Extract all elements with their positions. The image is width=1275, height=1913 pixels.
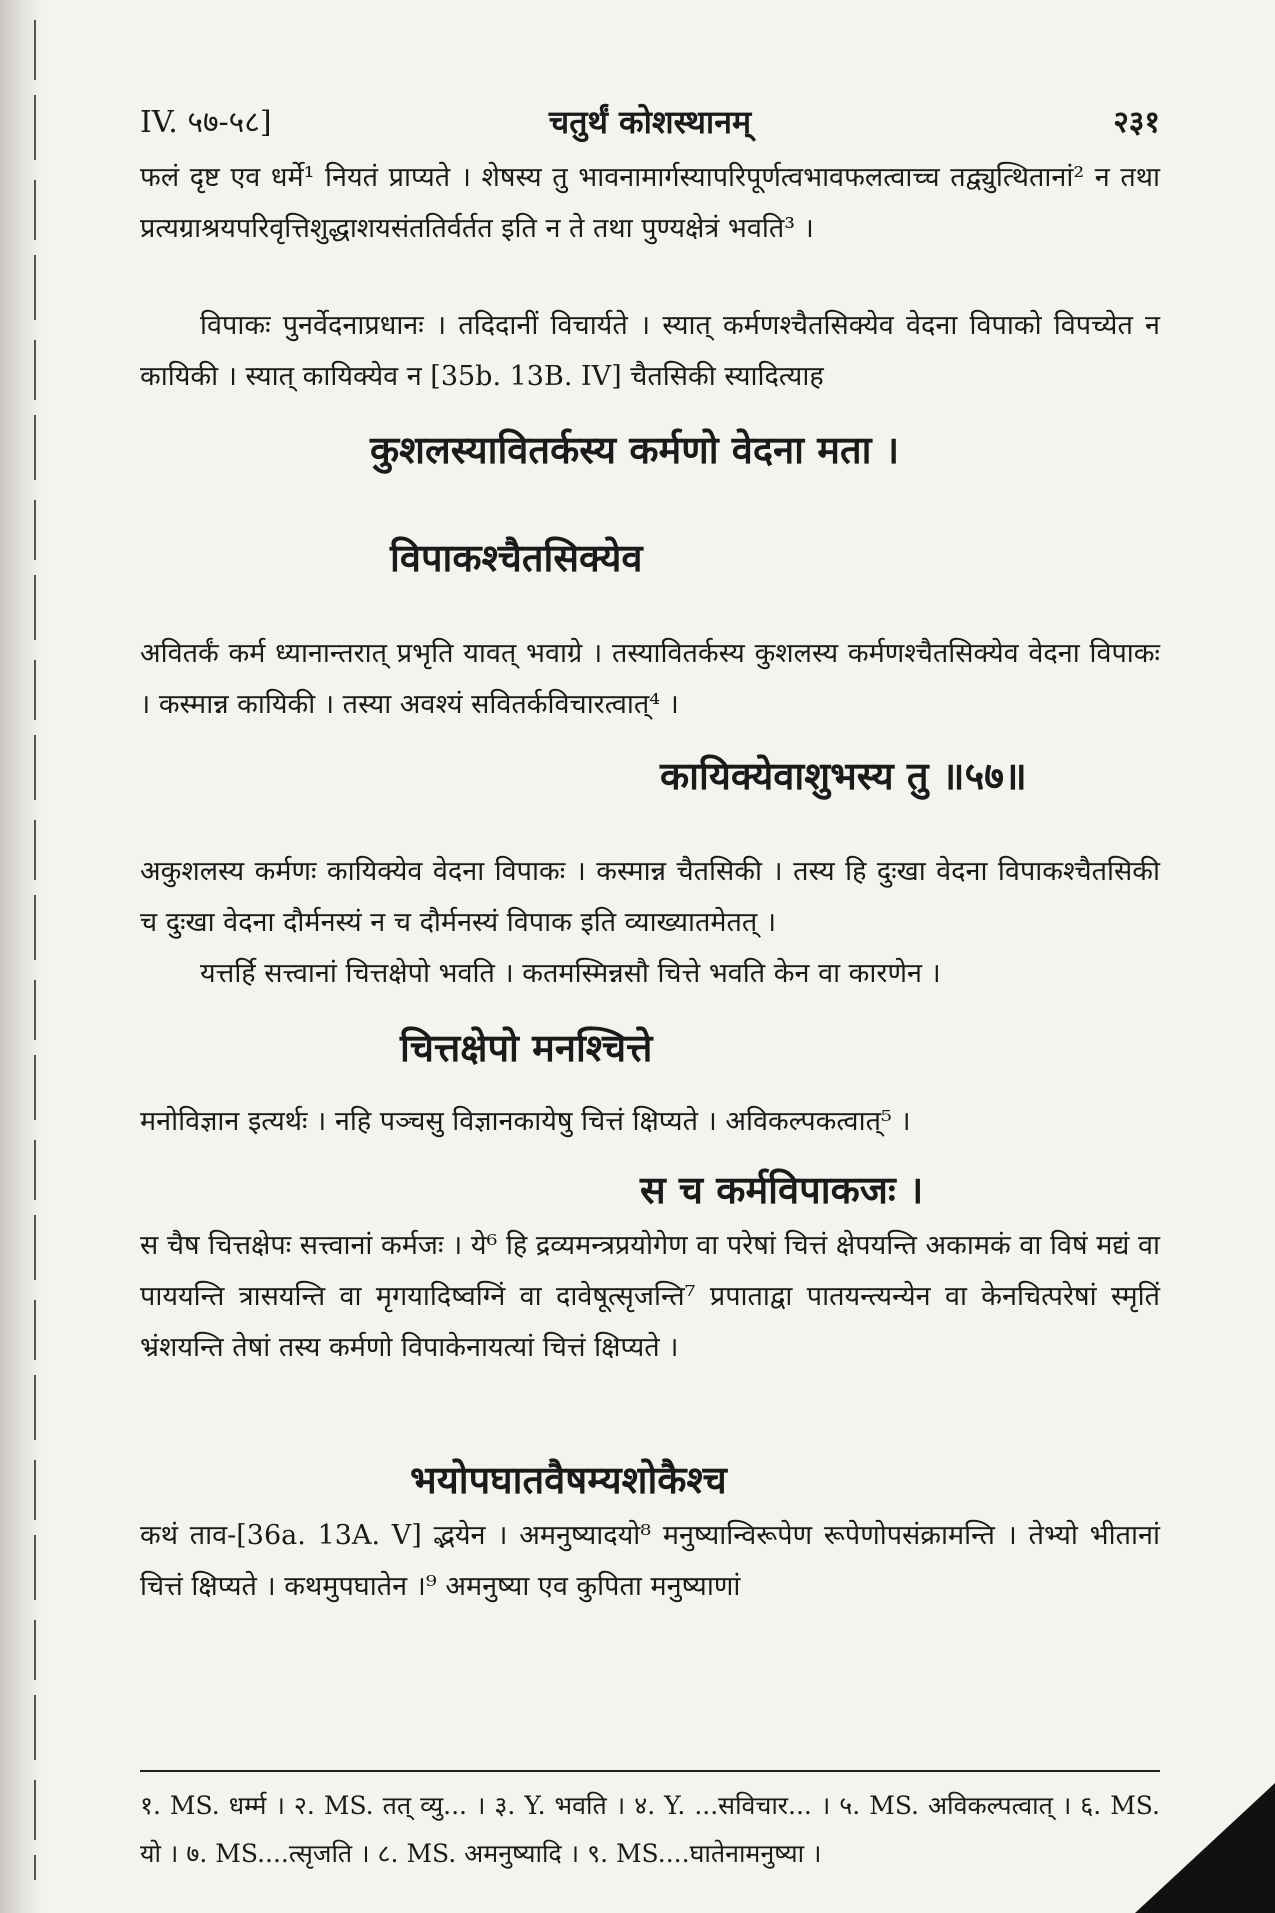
karika-verse-5: स च कर्मविपाकजः । xyxy=(640,1167,924,1212)
karika-verse-1: कुशलस्यावितर्कस्य कर्मणो वेदना मता । xyxy=(370,427,900,472)
paragraph-8: कथं ताव-[36a. 13A. V] द्भयेन । अमनुष्यादयो⁸ मनुष्यान्विरूपेण रूपेणोपसंक्रामन्ति । तेभ्यो भीतानां चित्तं क्षिप्यते । कथमुपघातेन ।⁹ अमनुष्या एव कुपिता मनुष्याणां xyxy=(140,1520,1160,1602)
chapter-verse-reference: IV. ५७-५८] xyxy=(140,105,272,140)
paragraph-2: विपाकः पुनर्वेदनाप्रधानः । तदिदानीं विचार्यते । स्यात् कर्मणश्चैतसिक्येव वेदना विपाको विपच्येत न कायिकी । स्यात् कायिक्येव न [35b. 13B. IV] चैतसिकी स्यादित्याह xyxy=(140,310,1160,392)
chapter-title: चतुर्थं कोशस्थानम् xyxy=(548,103,752,141)
paragraph-5: यत्तर्हि सत्त्वानां चित्तक्षेपो भवति । कतमस्मिन्नसौ चित्ते भवति केन वा कारणेन । xyxy=(200,958,941,989)
page-corner-shadow xyxy=(1135,1783,1275,1913)
karika-verse-6: भयोपघातवैषम्यशोकैश्च xyxy=(410,1457,727,1502)
karika-verse-4: चित्तक्षेपो मनश्चित्ते xyxy=(400,1025,653,1070)
paragraph-7: स चैष चित्तक्षेपः सत्त्वानां कर्मजः । ये⁶ हि द्रव्यमन्त्रप्रयोगेण वा परेषां चित्तं क्षेपयन्ति अकामकं वा विषं मद्यं वा पाययन्ति त्रासयन्ति वा मृगयादिष्वग्निं वा दावेषूत्सृजन्ति⁷ प्रपाताद्वा पातयन्त्यन्येन वा केनचित्परेषां स्मृतिं भ्रंशयन्ति तेषां तस्य कर्मणो विपाकेनायत्यां चित्तं क्षिप्यते । xyxy=(140,1230,1160,1363)
running-head xyxy=(140,100,1160,144)
paragraph-1: फलं दृष्ट एव धर्मे¹ नियतं प्राप्यते । शेषस्य तु भावनामार्गस्यापरिपूर्णत्वभावफलत्वाच्च तद्व्युत्थितानां² न तथा प्रत्यग्राश्रयपरिवृत्तिशुद्धाशयसंततिर्वर्तत इति न ते तथा पुण्यक्षेत्रं भवति³ । xyxy=(140,162,1160,244)
footnotes: १. MS. धर्म्म । २. MS. तत् व्यु... । ३. Y. भवति । ४. Y. ...सविचार... । ५. MS. अविकल्पत्वात् । ६. MS. यो । ७. MS....त्सृजति । ८. MS. अमनुष्यादि । ९. MS....घातेनामनुष्या । xyxy=(140,1791,1160,1868)
karika-verse-3: कायिक्येवाशुभस्य तु ॥५७॥ xyxy=(660,753,1027,798)
paragraph-4: अकुशलस्य कर्मणः कायिक्येव वेदना विपाकः । कस्मान्न चैतसिकी । तस्य हि दुःखा वेदना विपाकश्चैतसिकी च दुःखा वेदना दौर्मनस्यं न च दौर्मनस्यं विपाक इति व्याख्यातमेतत् । xyxy=(140,856,1160,938)
binding-edge xyxy=(34,20,36,1880)
footnote-rule xyxy=(140,1770,1160,1772)
paragraph-3: अवितर्कं कर्म ध्यानान्तरात् प्रभृति यावत् भवाग्रे । तस्यावितर्कस्य कुशलस्य कर्मणश्चैतसिक्येव वेदना विपाकः । कस्मान्न कायिकी । तस्या अवश्यं सवितर्कविचारत्वात्⁴ । xyxy=(140,638,1160,720)
karika-verse-2: विपाकश्चैतसिक्येव xyxy=(390,535,643,580)
paragraph-6: मनोविज्ञान इत्यर्थः । नहि पञ्चसु विज्ञानकायेषु चित्तं क्षिप्यते । अविकल्पकत्वात्⁵ । xyxy=(140,1106,911,1137)
page-number: २३१ xyxy=(1113,105,1160,140)
